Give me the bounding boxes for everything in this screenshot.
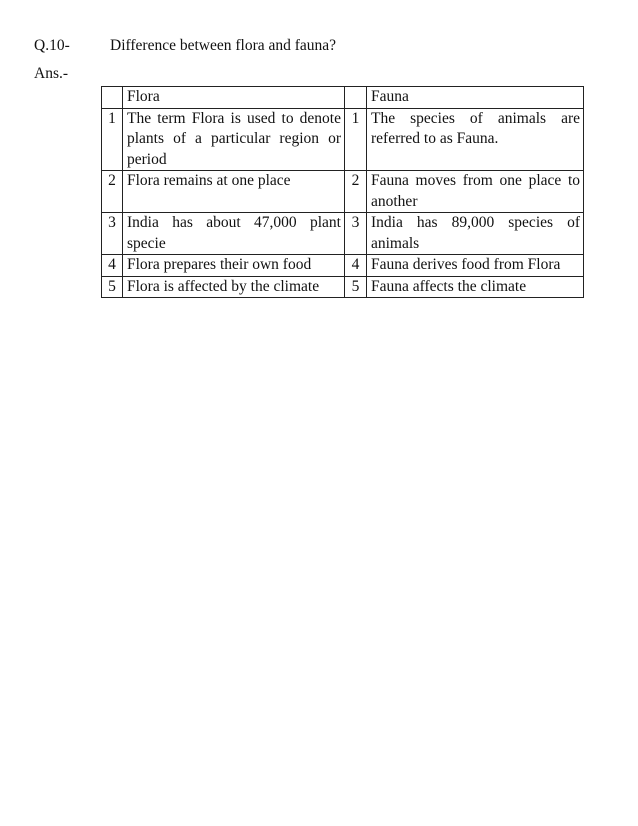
table-header-row <box>102 87 584 109</box>
answer-label: Ans.- <box>34 65 69 82</box>
flora-cell: India has about 47,000 plant specie <box>123 213 345 255</box>
flora-cell: The term Flora is used to denote plants of a particular region or period <box>123 108 345 171</box>
comparison-table <box>101 86 584 298</box>
fauna-cell: India has 89,000 species of animals <box>367 213 584 255</box>
header-flora: Flora <box>123 87 345 109</box>
flora-cell: Flora prepares their own food <box>123 255 345 277</box>
header-fauna: Fauna <box>367 87 584 109</box>
flora-row-number: 4 <box>102 255 123 277</box>
fauna-row-number: 5 <box>345 276 367 298</box>
table-row <box>102 108 584 171</box>
fauna-cell: Fauna moves from one place to another <box>367 171 584 213</box>
fauna-cell: The species of animals are referred to as Fauna. <box>367 108 584 171</box>
fauna-cell: Fauna affects the climate <box>367 276 584 298</box>
table-row <box>102 171 584 213</box>
flora-row-number: 5 <box>102 276 123 298</box>
flora-row-number: 3 <box>102 213 123 255</box>
fauna-row-number: 3 <box>345 213 367 255</box>
flora-cell: Flora remains at one place <box>123 171 345 213</box>
fauna-cell: Fauna derives food from Flora <box>367 255 584 277</box>
question-number: Q.10- <box>34 37 70 54</box>
flora-cell: Flora is affected by the climate <box>123 276 345 298</box>
fauna-row-number: 1 <box>345 108 367 171</box>
table-row <box>102 276 584 298</box>
header-num-cell <box>102 87 123 109</box>
flora-row-number: 2 <box>102 171 123 213</box>
header-num-cell <box>345 87 367 109</box>
fauna-row-number: 4 <box>345 255 367 277</box>
table-row <box>102 213 584 255</box>
flora-row-number: 1 <box>102 108 123 171</box>
fauna-row-number: 2 <box>345 171 367 213</box>
table-row <box>102 255 584 277</box>
question-text: Difference between flora and fauna? <box>110 37 337 54</box>
